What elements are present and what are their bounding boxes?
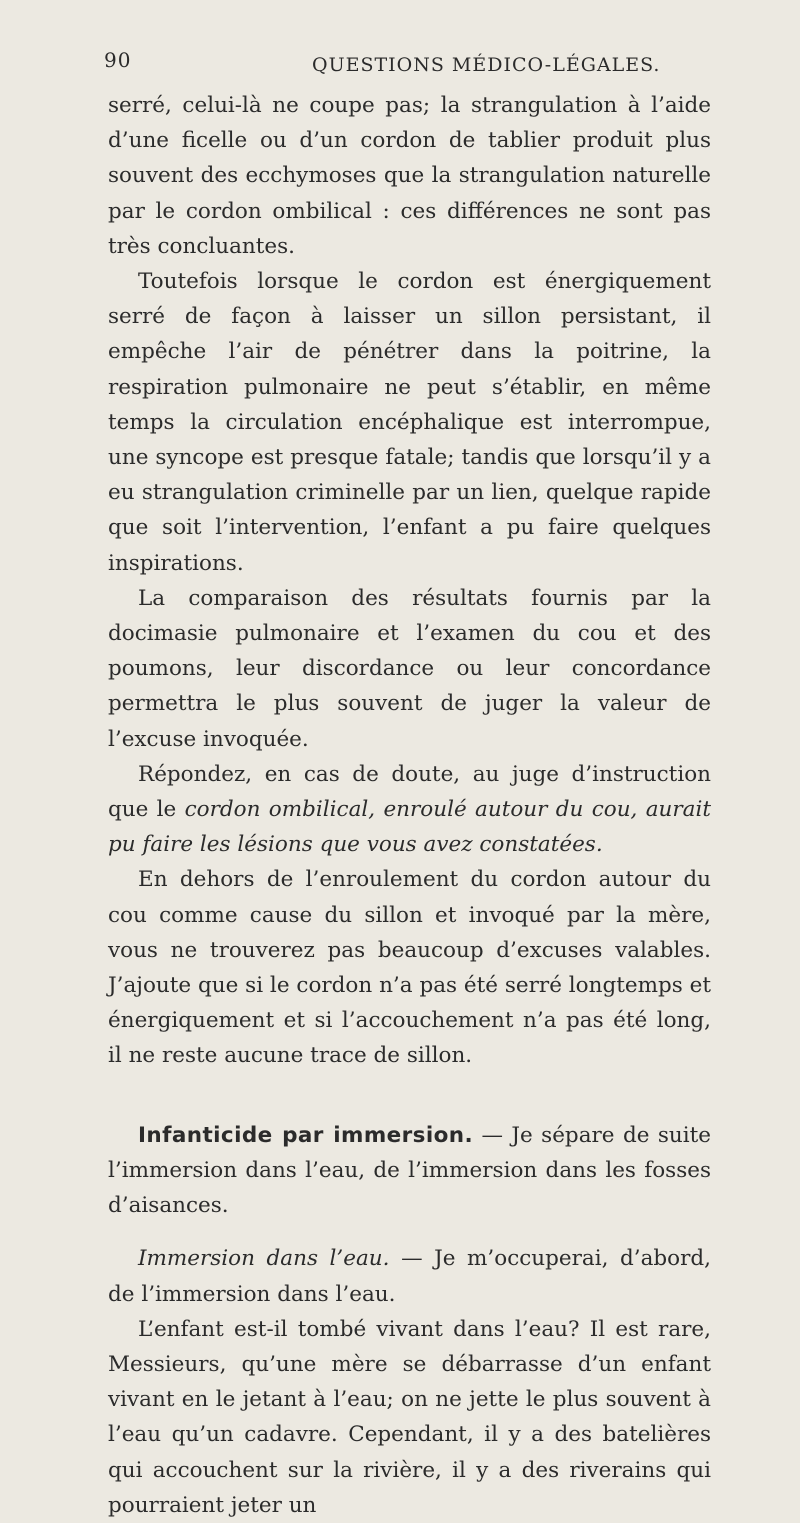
subsection-text: — Je m’occuperai, d’abord, de l’immersion dans l’eau. bbox=[108, 1246, 711, 1307]
section-text: — Je sépare de suite l’immersion dans l’eau, de l’immersion dans les fosses d’aisances. bbox=[108, 1122, 711, 1219]
subsection-title: Immersion dans l’eau. bbox=[138, 1246, 390, 1272]
paragraph-3: La comparaison des résultats fournis par la docimasie pulmonaire et l’examen du cou et des poumons, leur discordance ou leur concordance permettra le plus souvent de juger la valeur de l’excuse invoquée. bbox=[108, 585, 711, 752]
section-paragraph bbox=[108, 1118, 711, 1224]
paragraph-6: L’enfant est-il tombé vivant dans l’eau? Il est rare, Messieurs, qu’une mère se débarrasse d’un enfant vivant en le jetant à l’eau; on ne jette le plus souvent à l’eau qu’un cadavre. Cependant, il y a des batelières qui accouchent sur la rivière, il y a des riverains qui pourraient jeter un bbox=[108, 1316, 711, 1518]
running-title: QUESTIONS MÉDICO-LÉGALES. bbox=[312, 54, 661, 76]
paragraph-4 bbox=[108, 757, 711, 863]
paragraph-4-prefix: Répondez, en cas de doute, au juge d’instruction que le bbox=[108, 761, 711, 823]
paragraph-5: En dehors de l’enroulement du cordon autour du cou comme cause du sillon et invoqué par la mère, vous ne trouverez pas beaucoup d’excuses valables. J’ajoute que si le cordon n’a pas été serré longtemps et énergiquement et si l’accouchement n’a pas été long, il ne reste aucune trace de sillon. bbox=[108, 867, 711, 1069]
section-spacer bbox=[108, 1074, 711, 1118]
paragraph-1: serré, celui-là ne coupe pas; la strangulation à l’aide d’une ficelle ou d’un cordon de tablier produit plus souvent des ecchymoses que la strangulation naturelle par le cordon ombilical : ces différences ne sont pas très concluantes. bbox=[108, 93, 711, 259]
paragraph-4-italic: cordon ombilical, enroulé autour du cou, aurait pu faire les lésions que vous avez constatées. bbox=[108, 797, 712, 858]
subsection-paragraph bbox=[108, 1241, 711, 1311]
page-header bbox=[104, 48, 711, 88]
page-number: 90 bbox=[104, 48, 132, 72]
paragraph-2: Toutefois lorsque le cordon est énergiquement serré de façon à laisser un sillon persistant, il empêche l’air de pénétrer dans la poitrine, la respiration pulmonaire ne peut s’établir, en même temps la circulation encéphalique est interrompue, une syncope est presque fatale; tandis que lorsqu’il y a eu strangulation criminelle par un lien, quelque rapide que soit l’intervention, l’enfant a pu faire quelques inspirations. bbox=[108, 269, 711, 576]
body-text bbox=[108, 88, 711, 1523]
subsection-spacer bbox=[108, 1223, 711, 1241]
section-title: Infanticide par immersion. bbox=[138, 1122, 474, 1148]
